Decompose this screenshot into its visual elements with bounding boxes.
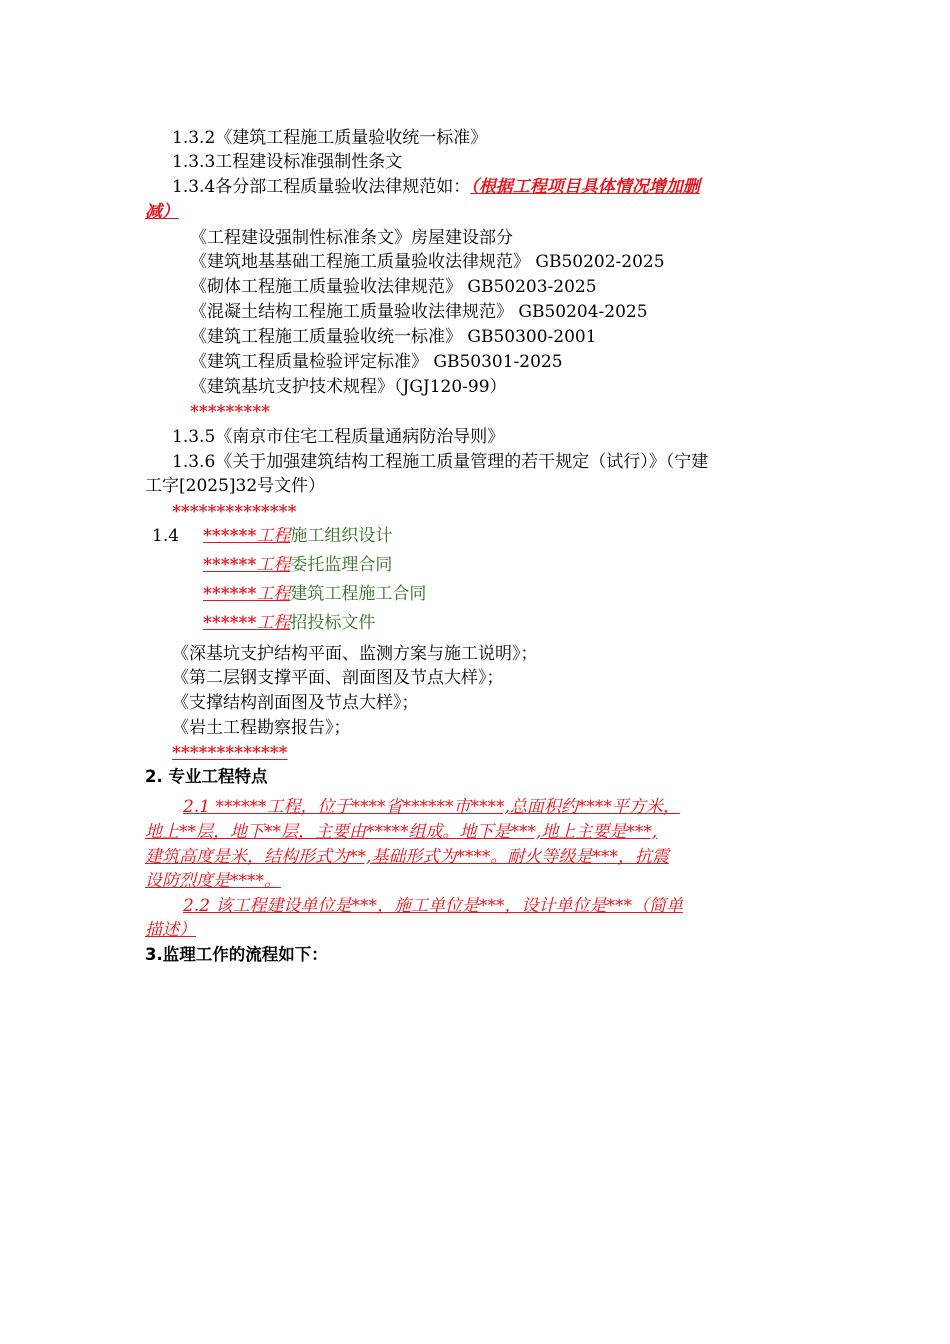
project-name: 工程 [256,613,291,633]
doc-title: 施工组织设计 [290,526,393,546]
paragraph-line: 设防烈度是****。 [145,871,281,891]
drawing-item: 《岩土工程勘察报告》； [172,718,351,738]
doc-title: 招投标文件 [290,613,376,633]
regulation-item: 《混凝土结构工程施工质量验收法律规范》 GB50204-2025 [190,302,648,322]
project-name: 工程 [256,526,291,546]
paragraph-line: 地上**层，地下**层，主要由*****组成。地下是***,地上主要是***, [145,822,658,842]
item-1-3-4-note: （根据工程项目具体情况增加删 [470,177,700,197]
regulation-item: 《砌体工程施工质量验收法律规范》 GB50203-2025 [190,277,597,297]
project-name: 工程 [256,584,291,604]
item-1-3-5: 1.3.5《南京市住宅工程质量通病防治导则》 [172,427,505,447]
placeholder-stars: ********* [190,402,271,422]
item-1-3-6-cont: 工字[2025]32号文件） [145,476,326,496]
regulation-item: 《建筑工程施工质量验收统一标准》 GB50300-2001 [190,327,597,347]
paragraph-line: 2.1 ******工程，位于****省******市****,总面积约****平方米， [183,797,680,817]
placeholder-stars: ****** [203,526,257,546]
drawing-item: 《深基坑支护结构平面、监测方案与施工说明》； [172,644,538,664]
section-3-title: 3.监理工作的流程如下： [145,945,328,964]
item-1-3-6: 1.3.6《关于加强建筑结构工程施工质量管理的若干规定（试行）》（宁建 [172,452,709,472]
project-name: 工程 [256,555,291,575]
item-1-3-4 [172,175,700,199]
paragraph-line: 建筑高度是米，结构形式为**,基础形式为****。耐火等级是***，抗震 [145,847,669,867]
project-doc-item [203,582,426,606]
regulation-item: 《建筑基坑支护技术规程》（JGJ120-99） [190,377,507,397]
placeholder-stars: ****** [203,613,257,633]
item-1-4-label: 1.4 [152,526,180,546]
regulation-item: 《建筑工程质量检验评定标准》 GB50301-2025 [190,352,563,372]
doc-title: 建筑工程施工合同 [290,584,427,604]
project-doc-item [203,553,392,577]
regulation-item: 《建筑地基基础工程施工质量验收法律规范》 GB50202-2025 [190,252,665,272]
paragraph-line: 2.2 该工程建设单位是***，施工单位是***，设计单位是***（简单 [183,896,683,916]
item-1-3-3: 1.3.3工程建设标准强制性条文 [172,152,403,172]
regulation-item: 《工程建设强制性标准条文》房屋建设部分 [190,228,513,248]
drawing-item: 《第二层钢支撑平面、剖面图及节点大样》； [172,668,504,688]
placeholder-stars: ****** [203,584,257,604]
placeholder-stars: ************** [172,502,297,522]
paragraph-line: 描述） [145,920,196,940]
project-doc-item [203,611,375,635]
section-2-title: 2. 专业工程特点 [145,767,268,786]
item-1-3-2: 1.3.2《建筑工程施工质量验收统一标准》 [172,128,488,148]
item-1-3-4-note-cont: 减） [145,202,179,222]
project-doc-item [203,524,392,548]
placeholder-stars: ************* [172,743,288,763]
item-1-3-4-text: 1.3.4各分部工程质量验收法律规范如： [172,177,471,197]
doc-title: 委托监理合同 [290,555,393,575]
placeholder-stars: ****** [203,555,257,575]
drawing-item: 《支撑结构剖面图及节点大样》； [172,693,419,713]
